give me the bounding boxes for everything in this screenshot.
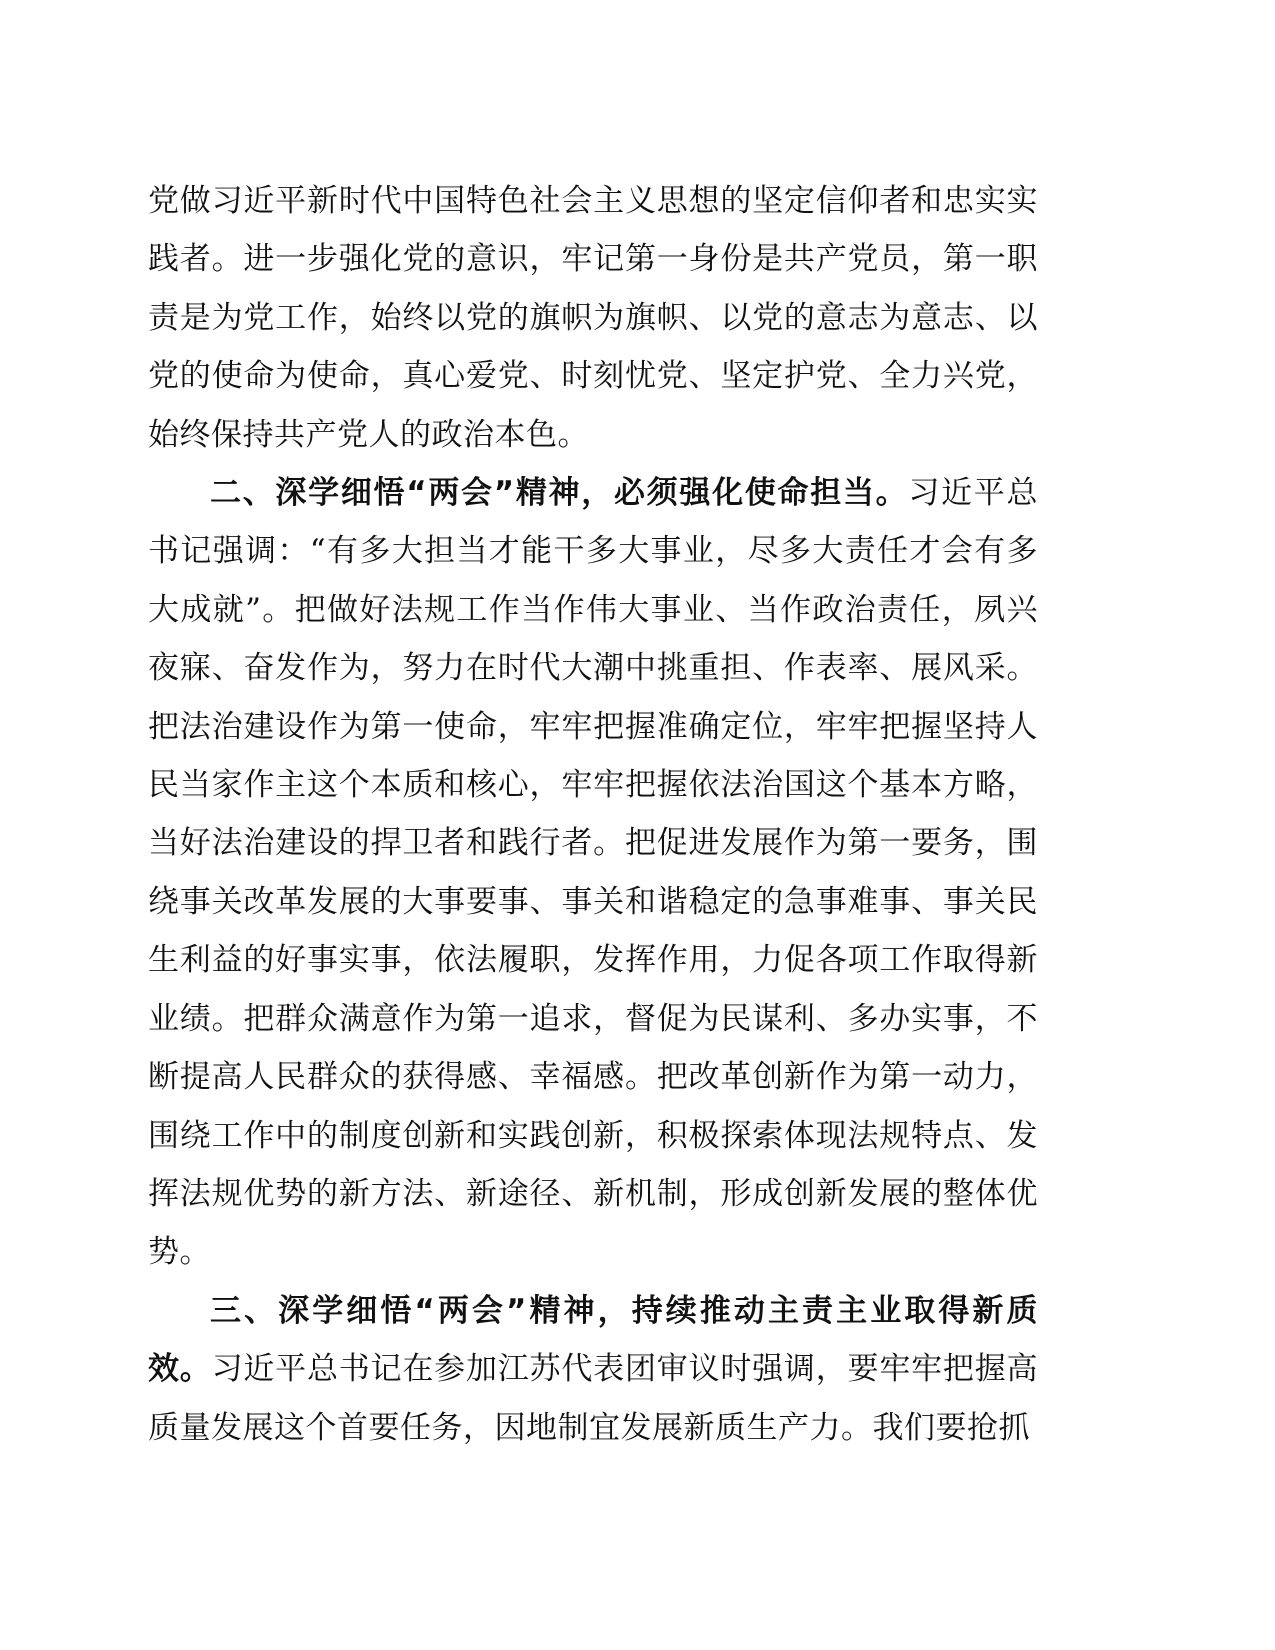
paragraph-body: 习近平总书记在参加江苏代表团审议时强调，要牢牢把握高质量发展这个首要任务，因地制宜发展新质生产力。我们要抢抓	[148, 1351, 1038, 1446]
paragraph-body: 党做习近平新时代中国特色社会主义思想的坚定信仰者和忠实实践者。进一步强化党的意识，牢记第一身份是共产党员，第一职责是为党工作，始终以党的旗帜为旗帜、以党的意志为意志、以党的使命为使命，真心爱党、时刻忧党、坚定护党、全力兴党，始终保持共产党人的政治本色。	[148, 183, 1038, 453]
section-heading: 三、深学细悟“两会”精神，持续推动主责主业取得新质效。	[148, 1292, 1038, 1388]
document-page	[148, 172, 1038, 1457]
paragraph-body: 习近平总书记强调：“有多大担当才能干多大事业，尽多大责任才会有多大成就”。把做好法规工作当作伟大事业、当作政治责任，夙兴夜寐、奋发作为，努力在时代大潮中挑重担、作表率、展风采。把法治建设作为第一使命，牢牢把握准确定位，牢牢把握坚持人民当家作主这个本质和核心，牢牢把握依法治国这个基本方略，当好法治建设的捍卫者和践行者。把促进发展作为第一要务，围绕事关改革发展的大事要事、事关和谐稳定的急事难事、事关民生利益的好事实事，依法履职，发挥作用，力促各项工作取得新业绩。把群众满意作为第一追求，督促为民谋利、多办实事，不断提高人民群众的获得感、幸福感。把改革创新作为第一动力，围绕工作中的制度创新和实践创新，积极探索体现法规特点、发挥法规优势的新方法、新途径、新机制，形成创新发展的整体优势。	[148, 475, 1039, 1271]
section-heading: 二、深学细悟“两会”精神，必须强化使命担当。	[210, 475, 909, 512]
paragraph-continuation	[148, 172, 1038, 464]
paragraph-section-three	[148, 1282, 1038, 1457]
paragraph-section-two	[148, 464, 1038, 1282]
